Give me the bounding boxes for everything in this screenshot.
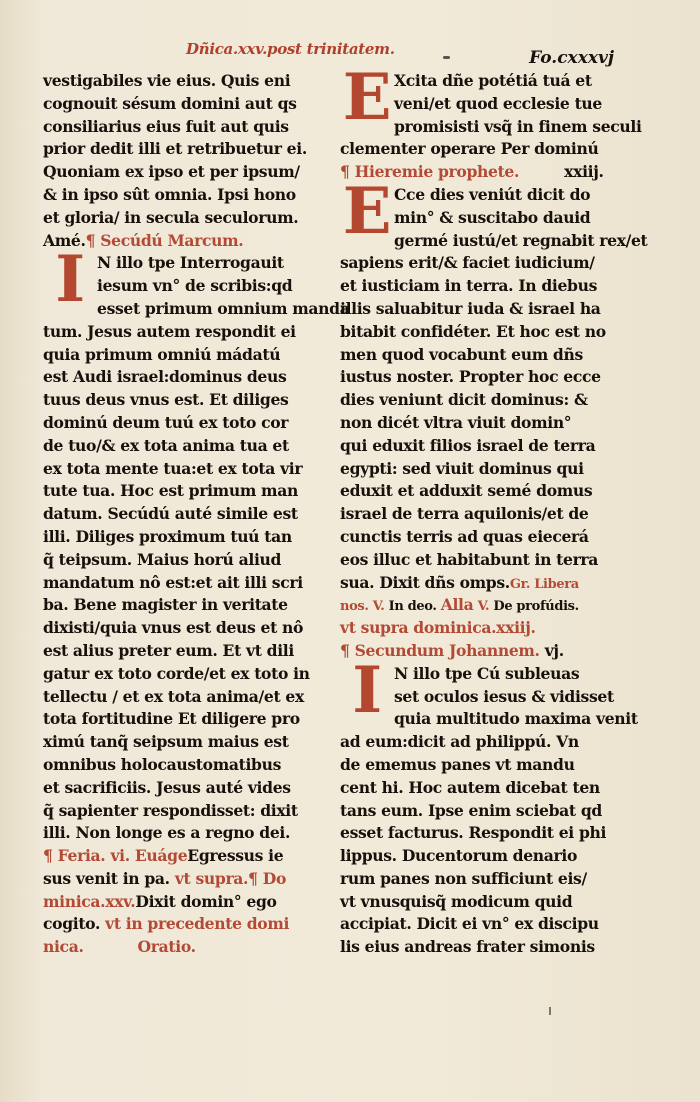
text-line: vt supra dominica.xxiij. (340, 618, 536, 638)
text-line: est alius preter eum. Et vt dili (43, 640, 294, 660)
rubric-span: nica. (43, 937, 84, 957)
text-line: accipiat. Dicit ei vn° ex discipu (340, 914, 599, 934)
text-span: sua. Dixit dñs omps. (340, 572, 510, 592)
text-line: tum. Jesus autem respondit ei (43, 321, 296, 341)
text-line: Cce dies veniút dicit do (394, 184, 591, 204)
text-line: cunctis terris ad quas eiecerá (340, 526, 589, 546)
text-line: & in ipso sût omnia. Ipsi hono (43, 184, 296, 204)
text-line (340, 640, 612, 663)
text-line (340, 572, 612, 595)
text-line: N illo tpe Interrogauit (97, 253, 284, 273)
text-line: vt vnusquisq̃ modicum quid (340, 891, 573, 911)
text-line: eduxit et adduxit semé domus (340, 481, 593, 501)
text-line: quia primum omniú mádatú (43, 344, 281, 364)
text-line (43, 868, 321, 891)
oratio-rubric: Oratio. (137, 937, 196, 957)
text-line (340, 594, 612, 617)
text-line: ad eum:dicit ad philippú. Vn (340, 732, 579, 752)
text-line: esset facturus. Respondit ei phi (340, 823, 607, 843)
rubric-span: ¶ Do (248, 868, 287, 888)
text-line: est Audi israel:dominus deus (43, 367, 287, 387)
text-line: non dicét vltra viuit domin° (340, 412, 572, 432)
text-span: sus venit in pa. (43, 868, 170, 888)
right-text-column (340, 60, 648, 959)
text-line: illi. Non longe es a regno dei. (43, 823, 291, 843)
text-line (340, 161, 612, 184)
text-line: q̃ teipsum. Maius horú aliud (43, 549, 282, 569)
text-line: datum. Secúdú auté simile est (43, 504, 298, 524)
red-initial-letter: I (55, 242, 85, 318)
text-line: dominú deum tuú ex toto cor (43, 412, 289, 432)
text-line: tuus deus vnus est. Et diliges (43, 390, 289, 410)
text-line: consiliarius eius fuit aut quis (43, 116, 289, 136)
text-line (43, 936, 321, 959)
reading-rubric: ¶ Hieremie prophete. (340, 162, 520, 182)
text-line: min° & suscitabo dauid (394, 207, 591, 227)
text-line: ximú tanq̃ seipsum maius est (43, 732, 289, 752)
rubric-span: V. (372, 599, 385, 615)
text-span: De profúdis. (493, 599, 579, 615)
text-line (43, 891, 321, 914)
text-line: et gloria/ in secula seculorum. (43, 207, 299, 227)
text-line: egypti: sed viuit dominus qui (340, 458, 584, 478)
text-line: vestigabiles vie eius. Quis eni (43, 71, 291, 90)
rubric-span: nos. (340, 599, 369, 615)
left-text-column (43, 70, 350, 959)
text-line: quia multitudo maxima venit (394, 709, 638, 729)
rubric-span: vt in precedente domi (105, 914, 290, 934)
gospel-rubric: ¶ Secundum Johannem. (340, 640, 540, 660)
text-line: et iusticiam in terra. In diebus (340, 276, 598, 296)
text-line: Xcita dñe potétiá tuá et (394, 71, 592, 90)
text-line: rum panes non sufficiunt eis/ (340, 868, 587, 888)
text-line: dies veniunt dicit dominus: & (340, 390, 588, 410)
text-line: esset primum omnium manda (97, 298, 350, 318)
page-mark (549, 1007, 551, 1015)
text-span: In deo. (388, 599, 437, 615)
text-line: veni/et quod ecclesie tue (394, 93, 602, 113)
text-line: lippus. Ducentorum denario (340, 846, 578, 866)
text-line: de tuo/& ex tota anima tua et (43, 435, 289, 455)
text-line: tute tua. Hoc est primum man (43, 481, 298, 501)
text-line: N illo tpe Cú subleuas (394, 663, 580, 683)
rubric-span: V. (477, 599, 490, 615)
text-line: bitabit confidéter. Et hoc est no (340, 321, 606, 341)
text-line: dixisti/quia vnus est deus et nô (43, 618, 304, 638)
rubric-span: minica.xxv. (43, 891, 136, 911)
text-line: iustus noster. Propter hoc ecce (340, 367, 601, 387)
text-line: et sacrificiis. Jesus auté vides (43, 777, 291, 797)
text-line: Quoniam ex ipso et per ipsum/ (43, 162, 300, 182)
text-line (43, 230, 321, 253)
folio-number: Fo.cxxxvj (529, 48, 614, 68)
text-line: ex tota mente tua:et ex tota vir (43, 458, 303, 478)
text-line: set oculos iesus & vidisset (394, 686, 614, 706)
text-line: sapiens erit/& faciet iudicium/ (340, 253, 595, 273)
red-initial-letter: E (342, 60, 392, 135)
amen-text: Amé. (43, 230, 86, 250)
gradual-rubric: Gr. Libera (509, 576, 579, 592)
feria-rubric: ¶ Feria. vi. Euáge (43, 846, 188, 866)
text-line: omnibus holocaustomatibus (43, 754, 281, 774)
text-line: tellectu / et ex tota anima/et ex (43, 686, 304, 706)
text-line: illis saluabitur iuda & israel ha (340, 298, 601, 318)
text-span: cogito. (43, 914, 101, 934)
rubric-span: vt supra. (174, 868, 249, 888)
text-line: ba. Bene magister in veritate (43, 595, 288, 615)
text-line: cent hi. Hoc autem dicebat ten (340, 777, 600, 797)
text-line: q̃ sapienter respondisset: dixit (43, 800, 298, 820)
text-line: eos illuc et habitabunt in terra (340, 549, 599, 569)
alleluia-rubric: Alla (440, 595, 474, 615)
chapter-number: xxiij. (564, 162, 604, 182)
red-initial-letter: E (342, 173, 392, 249)
text-line: iesum vn° de scribis:qd (97, 276, 293, 296)
text-line: de ememus panes vt mandu (340, 754, 575, 774)
text-line: men quod vocabunt eum dñs (340, 344, 583, 364)
text-line: lis eius andreas frater simonis (340, 937, 595, 957)
text-line: prior dedit illi et retribuetur ei. (43, 139, 307, 159)
text-line: germé iustú/et regnabit rex/et (394, 230, 648, 250)
text-line (43, 845, 321, 868)
text-line: israel de terra aquilonis/et de (340, 504, 589, 524)
gospel-rubric: ¶ Secúdú Marcum. (85, 230, 244, 250)
red-initial-letter: I (352, 652, 382, 728)
text-line: tans eum. Ipse enim sciebat qd (340, 800, 602, 820)
text-line: gatur ex toto corde/et ex toto in (43, 663, 310, 683)
text-span: Dixit domin° ego (135, 891, 277, 911)
text-line: qui eduxit filios israel de terra (340, 435, 596, 455)
ornament-mark (443, 56, 450, 59)
running-head: Dñica.xxv.post trinitatem. (186, 40, 395, 58)
chapter-number: vj. (544, 640, 564, 660)
text-line: clementer operare Per dominú (340, 139, 599, 159)
text-line: tota fortitudine Et diligere pro (43, 709, 300, 729)
text-line (43, 913, 321, 936)
text-line: mandatum nô est:et ait illi scri (43, 572, 303, 592)
text-line: promisisti vsq̃ in finem seculi (394, 116, 642, 136)
feria-text: Egressus ie (187, 846, 284, 866)
text-line: illi. Diliges proximum tuú tan (43, 526, 292, 546)
text-line: cognouit sésum domini aut qs (43, 93, 297, 113)
